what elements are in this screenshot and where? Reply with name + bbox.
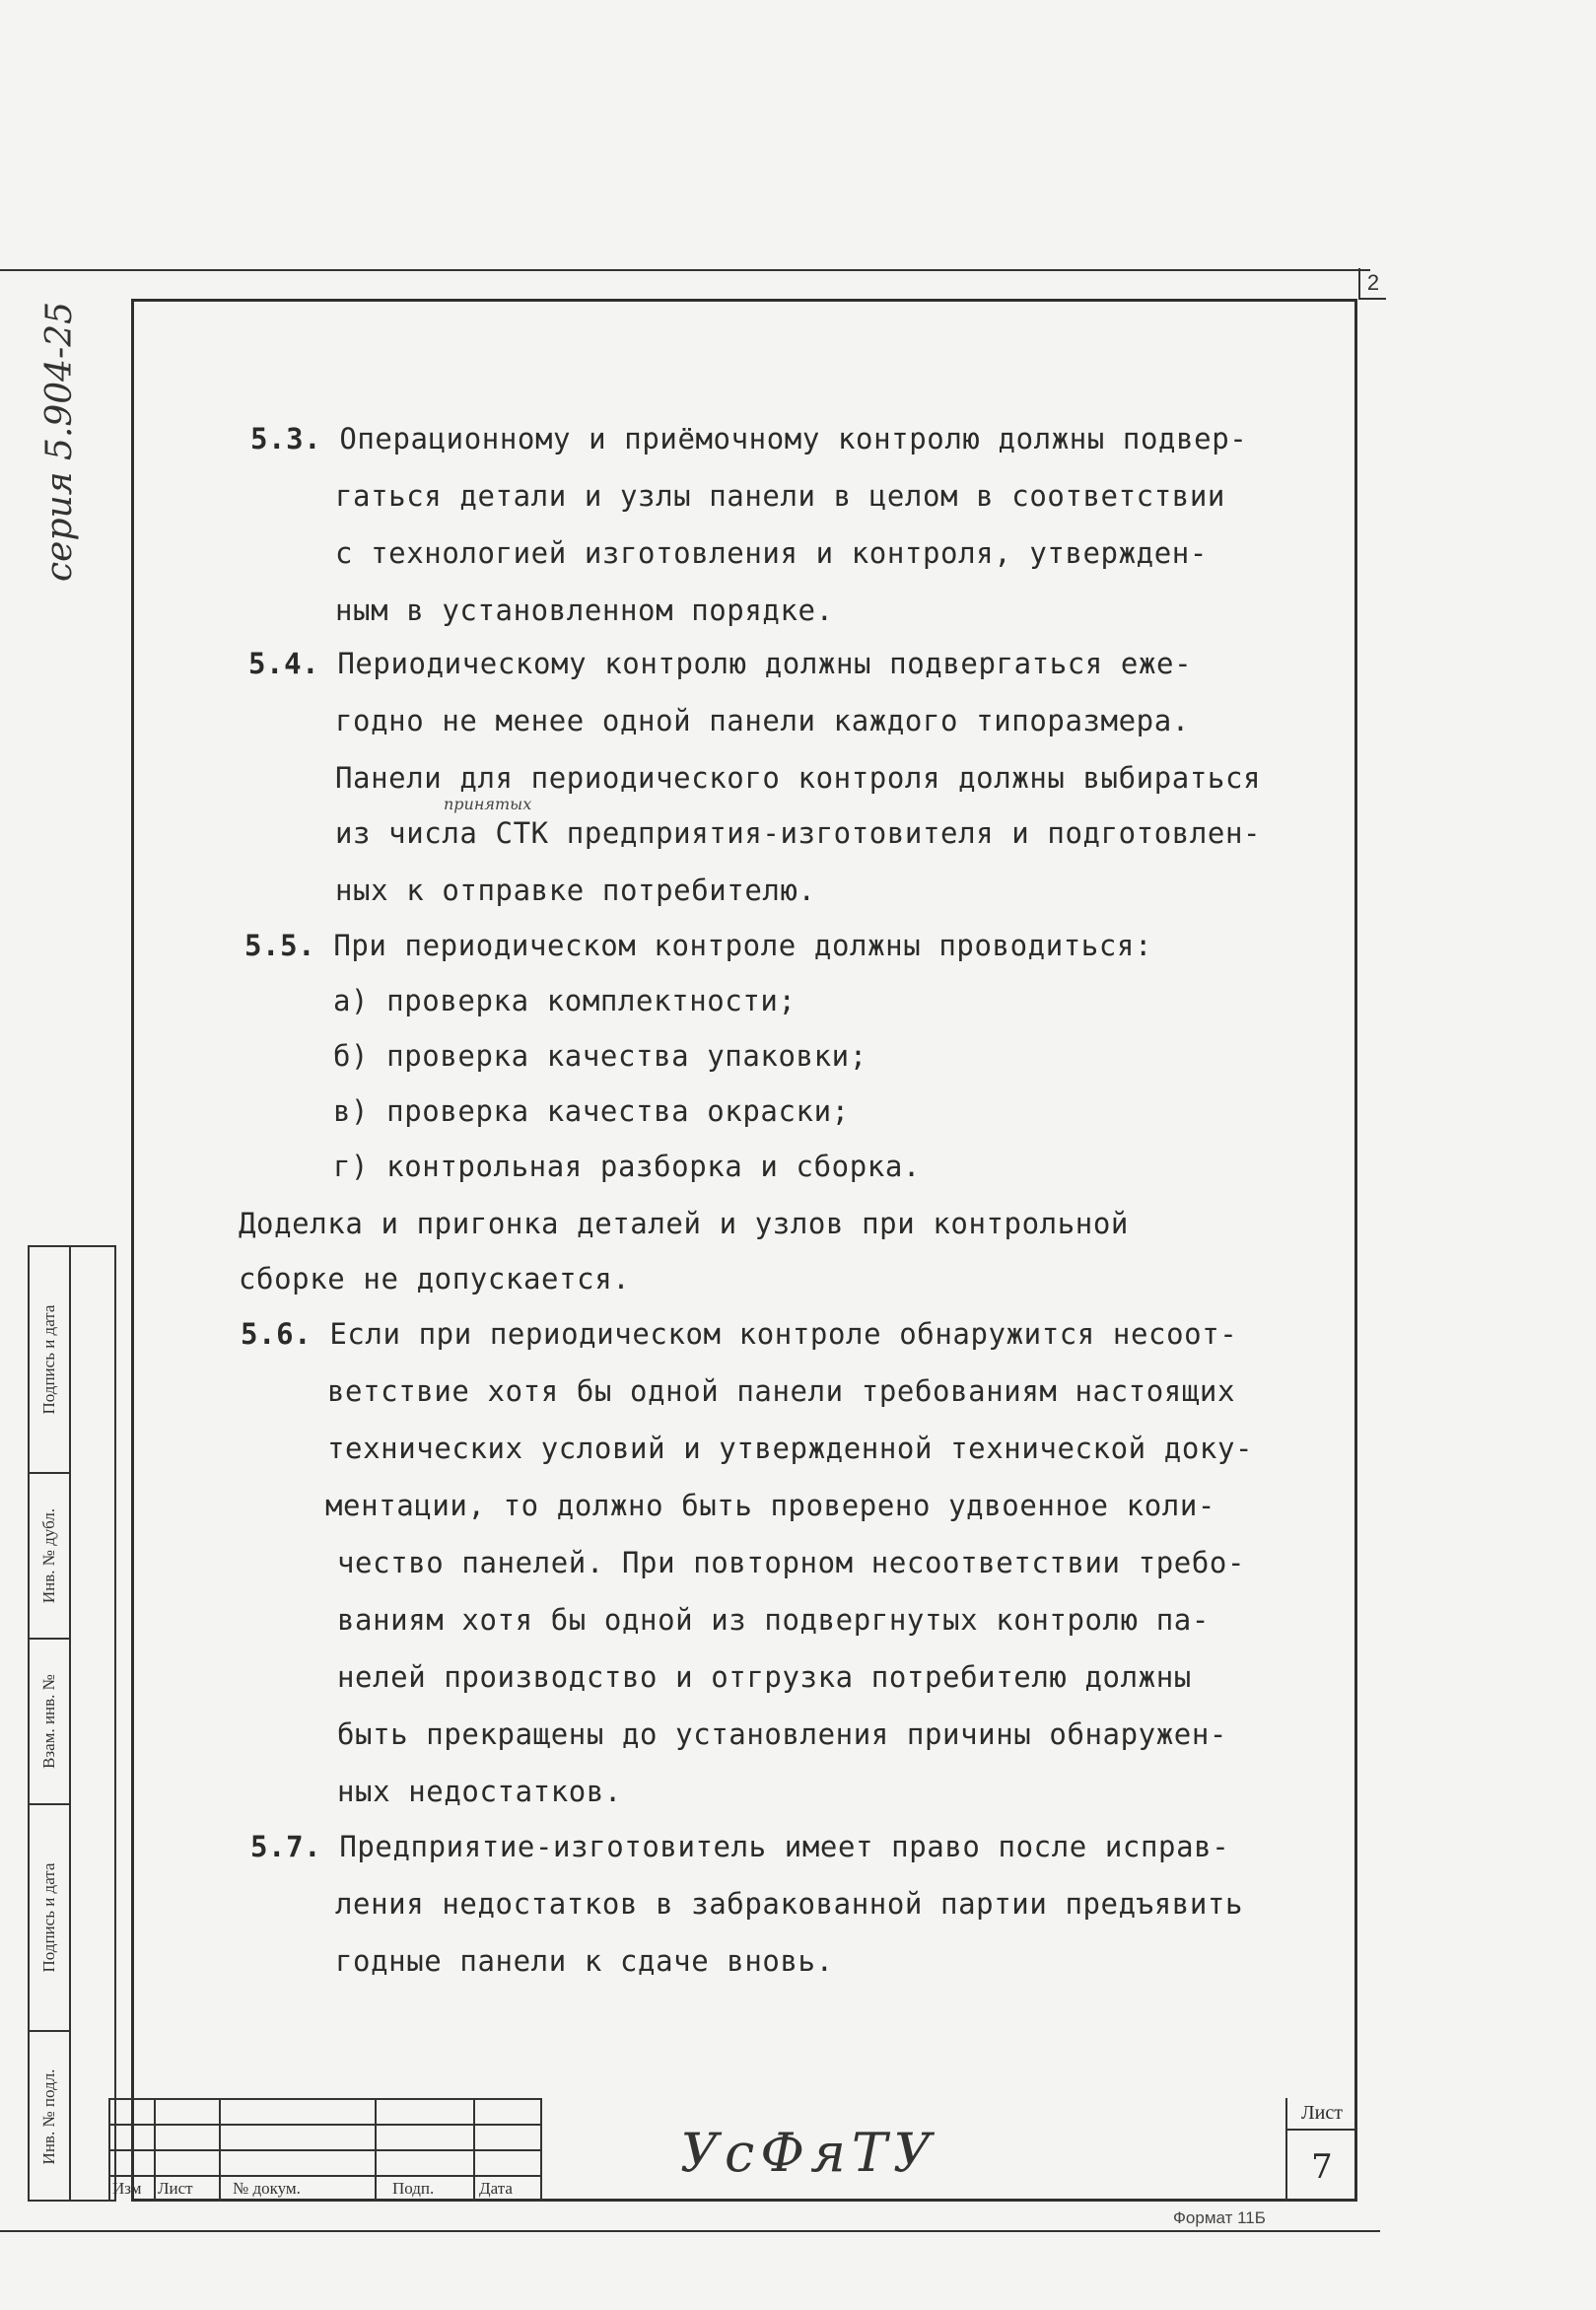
sheet-number: 7: [1311, 2147, 1333, 2187]
paragraph-line: нелей производство и отгрузка потребителю должны: [337, 1660, 1192, 1694]
paragraph-line: Доделка и пригонка деталей и узлов при контрольной: [239, 1207, 1129, 1240]
side-cell-duplicate-inv: Инв. № дубл.: [30, 1474, 69, 1640]
paragraph-line: ментации, то должно быть проверено удвоенное коли-: [325, 1489, 1215, 1522]
side-cell-original-inv: Инв. № подл.: [39, 2068, 58, 2165]
paragraph-line: ных к отправке потребителю.: [335, 874, 816, 907]
handwritten-insert: принятых: [444, 795, 532, 813]
series-label: серия 5.904-25: [39, 301, 80, 582]
paragraph-line: сборке не допускается.: [239, 1262, 631, 1295]
document-code: УсФяТУ: [680, 2122, 937, 2184]
col-label-change: Изм: [112, 2179, 142, 2198]
sheet-corner-number: 2: [1358, 268, 1386, 300]
paragraph-line: ных недостатков.: [337, 1775, 622, 1808]
title-block-grid: [108, 2098, 542, 2202]
paragraph-line: технических условий и утвержденной технической доку-: [327, 1432, 1254, 1465]
paragraph-number: 5.5.: [244, 929, 316, 962]
paragraph-line: годные панели к сдаче вновь.: [335, 1944, 834, 1978]
sheet-label: Лист: [1287, 2102, 1356, 2131]
list-item: а) проверка комплектности;: [333, 984, 797, 1017]
paragraph-line: ваниям хотя бы одной из подвергнутых контролю па-: [337, 1603, 1210, 1637]
bottom-border-line: [0, 2230, 1380, 2232]
sheet-number-box: [1285, 2098, 1356, 2202]
side-cell-replacement-inv: Взам. инв. №: [30, 1640, 69, 1805]
paragraph-line: из числа СТК предприятия-изготовителя и подготовлен-: [335, 816, 1262, 850]
paragraph-line: Панели для периодического контроля должны выбираться: [335, 761, 1262, 795]
col-label-doc-number: № докум.: [233, 2179, 301, 2198]
list-item: б) проверка качества упаковки;: [333, 1039, 867, 1073]
paragraph-line: годно не менее одной панели каждого типоразмера.: [335, 704, 1190, 737]
paragraph-line: ления недостатков в забракованной партии предъявить: [335, 1887, 1244, 1921]
paragraph-line: 5.6. Если при периодическом контроле обнаружится несоот-: [241, 1317, 1238, 1351]
paragraph-number: 5.7.: [250, 1830, 322, 1863]
paragraph-number: 5.4.: [248, 647, 320, 680]
paragraph-line: 5.7. Предприятие-изготовитель имеет право после исправ-: [250, 1830, 1230, 1863]
title-block: [108, 2098, 1357, 2202]
paragraph-line: 5.5. При периодическом контроле должны проводиться:: [244, 929, 1153, 962]
top-border-line: [0, 269, 1370, 271]
col-label-sheet: Лист: [158, 2179, 193, 2198]
paragraph-line: ным в установленном порядке.: [335, 594, 834, 627]
paragraph-line: 5.3. Операционному и приёмочному контролю должны подвер-: [250, 422, 1248, 455]
paragraph-line: гаться детали и узлы панели в целом в соответствии: [335, 479, 1225, 513]
paragraph-number: 5.3.: [250, 422, 322, 455]
paragraph-line: ветствие хотя бы одной панели требованиям настоящих: [327, 1374, 1236, 1408]
side-stamp-divider: [69, 1247, 71, 2200]
format-label: Формат 11Б: [1173, 2208, 1266, 2227]
paragraph-line: 5.4. Периодическому контролю должны подвергаться еже-: [248, 647, 1193, 680]
col-label-date: Дата: [479, 2179, 513, 2198]
paragraph-line: быть прекращены до установления причины обнаружен-: [337, 1717, 1227, 1751]
col-label-signature: Подп.: [392, 2179, 435, 2198]
side-cell-signature-date-2: Подпись и дата: [30, 1805, 69, 2032]
list-item: в) проверка качества окраски;: [333, 1094, 850, 1128]
side-cell-signature-date: Подпись и дата: [30, 1247, 69, 1474]
paragraph-line: чество панелей. При повторном несоответствии требо-: [337, 1546, 1246, 1579]
paragraph-line: с технологией изготовления и контроля, утвержден-: [335, 536, 1208, 570]
side-stamp: [28, 1245, 116, 2202]
list-item: г) контрольная разборка и сборка.: [333, 1150, 921, 1183]
paragraph-number: 5.6.: [241, 1317, 312, 1351]
